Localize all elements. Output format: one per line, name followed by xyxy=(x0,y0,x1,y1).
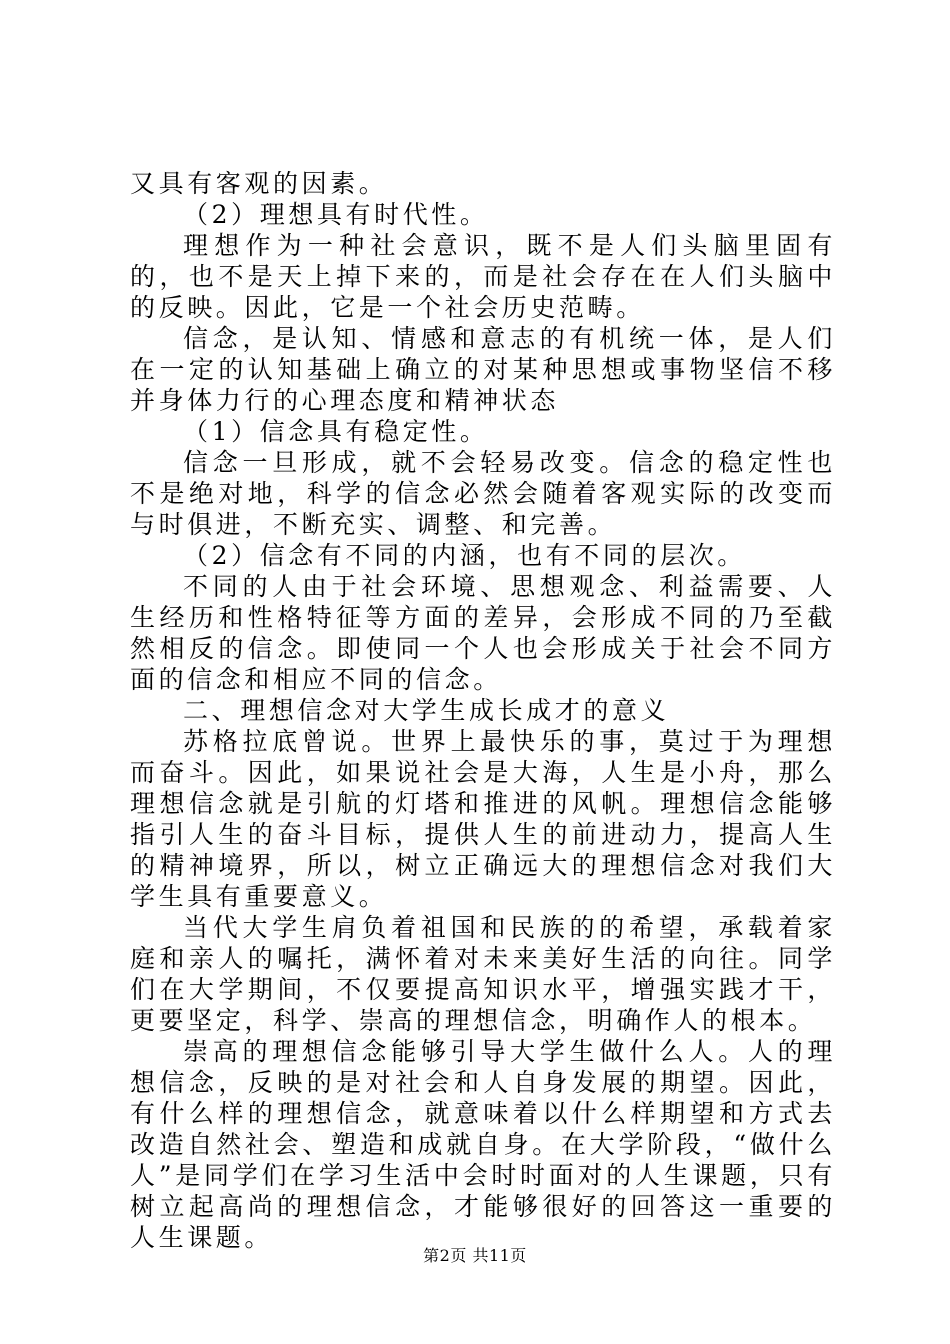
paragraph: 苏格拉底曾说。世界上最快乐的事，莫过于为理想而奋斗。因此，如果说社会是大海，人生是小舟，那么理想信念就是引航的灯塔和推进的风帆。理想信念能够指引人生的奋斗目标，提供人生的前进动力，提高人生的精神境界，所以，树立正确远大的理想信念对我们大学生具有重要意义。 xyxy=(130,727,836,911)
document-body xyxy=(130,168,836,1253)
paragraph: （2）信念有不同的内涵，也有不同的层次。 xyxy=(183,541,746,570)
paragraph: 崇高的理想信念能够引导大学生做什么人。人的理想信念，反映的是对社会和人自身发展的期望。因此，有什么样的理想信念，就意味着以什么样期望和方式去改造自然社会、塑造和成就自身。在大学阶段，“做什么人”是同学们在学习生活中会时时面对的人生课题，只有树立起高尚的理想信念，才能够很好的回答这一重要的人生课题。 xyxy=(130,1037,836,1252)
paragraph: 信念，是认知、情感和意志的有机统一体，是人们在一定的认知基础上确立的对某种思想或事物坚信不移并身体力行的心理态度和精神状态 xyxy=(130,324,836,415)
paragraph: （1）信念具有稳定性。 xyxy=(183,417,489,446)
paragraph: 信念一旦形成，就不会轻易改变。信念的稳定性也不是绝对地，科学的信念必然会随着客观实际的改变而与时俱进，不断充实、调整、和完善。 xyxy=(130,448,836,539)
paragraph: 又具有客观的因素。 xyxy=(130,169,388,198)
page-number-footer: 第2页 共11页 xyxy=(423,1246,527,1265)
section-heading: 二、理想信念对大学生成长成才的意义 xyxy=(183,696,670,725)
paragraph: 当代大学生肩负着祖国和民族的的希望，承载着家庭和亲人的嘱托，满怀着对未来美好生活的向往。同学们在大学期间，不仅要提高知识水平，增强实践才干，更要坚定，科学、崇高的理想信念，明确作人的根本。 xyxy=(130,913,836,1035)
paragraph: 不同的人由于社会环境、思想观念、利益需要、人生经历和性格特征等方面的差异，会形成不同的乃至截然相反的信念。即使同一个人也会形成关于社会不同方面的信念和相应不同的信念。 xyxy=(130,572,836,694)
paragraph: 理想作为一种社会意识，既不是人们头脑里固有的，也不是天上掉下来的，而是社会存在在人们头脑中的反映。因此，它是一个社会历史范畴。 xyxy=(130,231,836,322)
paragraph: （2）理想具有时代性。 xyxy=(183,200,489,229)
